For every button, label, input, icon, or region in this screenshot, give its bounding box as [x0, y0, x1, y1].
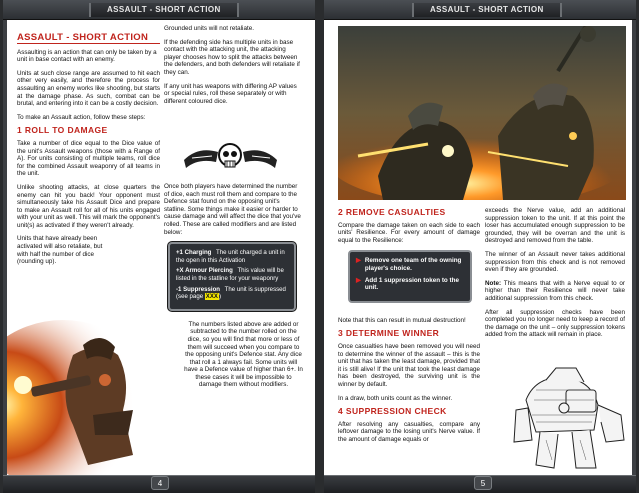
orc-warrior-illustration: [3, 285, 153, 475]
right-page: [324, 0, 636, 493]
page-title: ASSAULT - SHORT ACTION: [17, 34, 160, 44]
arrow-bullet-icon: ▶: [356, 276, 361, 284]
modifier-text: This value will be listed in the statline for your weaponry: [176, 267, 284, 282]
page-reference-highlight: XXX: [205, 293, 218, 301]
rule-item-remove-team: [356, 257, 464, 272]
mech-sketch-illustration: [506, 360, 631, 475]
modifier-text: The unit charged a unit in the open in this Activation: [176, 249, 285, 264]
modifier-outro: The numbers listed above are added or subtracted to the number rolled on the dice, so you will find that more or less of them will succeed when you compare to the opposing unit's Defence stat. Any dice that roll a 1 always fail. Some units will have a Defence value of higher than 6+. In these cases it will be impossible to damage them without modifiers.: [184, 320, 303, 389]
col2-para-3: If any unit has weapons with differing AP values or special rules, roll these separately or with different coloured dice.: [164, 82, 297, 105]
page-number-left: 4: [151, 476, 169, 490]
step1-heading: 1 ROLL TO DAMAGE: [17, 125, 108, 136]
step3-para-2: In a draw, both units count as the winner.: [338, 394, 453, 402]
left-column-2-lower: [164, 183, 303, 395]
step2-note: Note that this can result in mutual destruction!: [338, 316, 466, 324]
rule-text: Add 1 suppression token to the unit.: [364, 276, 459, 292]
intro-para-2: Units at such close range are assumed to hit each other very easily, and therefore the process for assaulting an enemy works like shooting, but starts at the damage phase. As such, combat can be brutal, and entering into it can be a costly decision.: [17, 69, 160, 108]
col2-para-note: Note: This means that with a Nerve equal to or higher than their Resilience will never take additional suppression from this check.: [485, 279, 625, 302]
modifier-charging: [176, 249, 288, 264]
left-page: [3, 0, 315, 493]
modifier-intro: Once both players have determined the number of dice, each must roll them and compare to the Defence stat found on the opposing unit's statline. Some things make it easier or harder to cause damage and will affect the dice that you've rolled. These are called modifiers and are listed below:: [164, 183, 301, 236]
arrow-bullet-icon: ▶: [356, 257, 361, 265]
left-footer-bar: [3, 475, 315, 493]
rule-text: Remove one team of the owning player's choice.: [364, 257, 462, 272]
col2-para-final: After all suppression checks have been completed you no longer need to keep a record of the damage on the unit – only suppression tokens added from the attack will remain in place.: [485, 308, 625, 339]
modifier-suppression: [176, 286, 288, 301]
battle-illustration: [338, 26, 626, 200]
modifier-key: -1 Suppression: [176, 285, 221, 293]
left-edge-bar: [3, 20, 7, 475]
right-header-tab: ASSAULT - SHORT ACTION: [412, 3, 562, 17]
step4-heading: 4 SUPPRESSION CHECK: [338, 406, 447, 417]
modifier-key: +X Armour Piercing: [176, 267, 233, 275]
col2-para-suppression: exceeds the Nerve value, add an additional suppression token to the unit. If at this point the loser has accumulated enough suppression to be grounded, they will be overran and the unit is destroyed and removed from the table.: [485, 207, 625, 245]
right-column-1: [338, 207, 480, 449]
col2-para-winner: The winner of an Assault never takes additional suppression from this check and is not removed even if they are grounded.: [485, 250, 625, 274]
right-footer-bar: [324, 475, 636, 493]
skull-emblem: [178, 138, 283, 176]
col2-para-1: Grounded units will not retaliate.: [164, 25, 254, 32]
modifier-text: The unit is suppressed (see page: [176, 285, 286, 301]
step3-para-1: Once casualties have been removed you will need to determine the winner of the assault – this is the unit that has taken the least damage, provided that it is still alive! If the unit that took the least damage has been destroyed, the surviving unit is the winner by default.: [338, 342, 480, 388]
casualty-rules-box: [348, 250, 472, 302]
right-edge-bar: [632, 20, 636, 475]
step3-heading: 3 DETERMINE WINNER: [338, 328, 440, 339]
left-column-1: [17, 34, 160, 272]
modifier-box: [168, 242, 296, 311]
page-number-right: 5: [474, 476, 492, 490]
modifier-ap: [176, 267, 288, 282]
step1-para-3: Units that have already been activated will also retaliate, but with half the number of dice (rounding up).: [17, 235, 103, 266]
intro-para-3: To make an Assault action, follow these steps:: [17, 113, 146, 121]
right-column-2: [485, 207, 625, 345]
left-header-tab: ASSAULT - SHORT ACTION: [89, 3, 239, 17]
step1-para-2: Unlike shooting attacks, at close quarters the enemy can hit you back! Your opponent must simultaneously take his Assault Dice and prepare to make an Assault roll for all of his units engaged with your unit as well. This will mark the opponent's unit(s) as activated if they weren't already.: [17, 183, 160, 229]
intro-para-1: Assaulting is an action that can only be taken by a unit in base contact with an enemy.: [17, 48, 157, 64]
step2-para: Compare the damage taken on each side to each units' Resilience. For every amount of damage equal to the Resilience:: [338, 221, 480, 244]
left-header-bar: [3, 0, 315, 20]
rule-item-add-suppression: [356, 277, 464, 292]
step1-para-1: Take a number of dice equal to the Dice value of the unit's Assault weapons (those with a Range of A). For units consisting of multiple teams, roll dice for the combined Assault weaponry of all teams in the unit.: [17, 139, 160, 178]
step4-para: After resolving any casualties, compare any leftover damage to the losing unit's Nerve value. If the amount of damage equals or: [338, 420, 480, 443]
modifier-key: +1 Charging: [176, 249, 212, 257]
step2-heading: 2 REMOVE CASUALTIES: [338, 207, 446, 217]
right-header-bar: [324, 0, 636, 20]
col2-para-2: If the defending side has multiple units in base contact with the attacking unit, the attacking player chooses how to split the attacks between the defenders, and both defenders will retaliate if they can.: [164, 38, 300, 76]
modifier-tail: ): [219, 293, 222, 301]
left-column-2: [164, 25, 303, 111]
